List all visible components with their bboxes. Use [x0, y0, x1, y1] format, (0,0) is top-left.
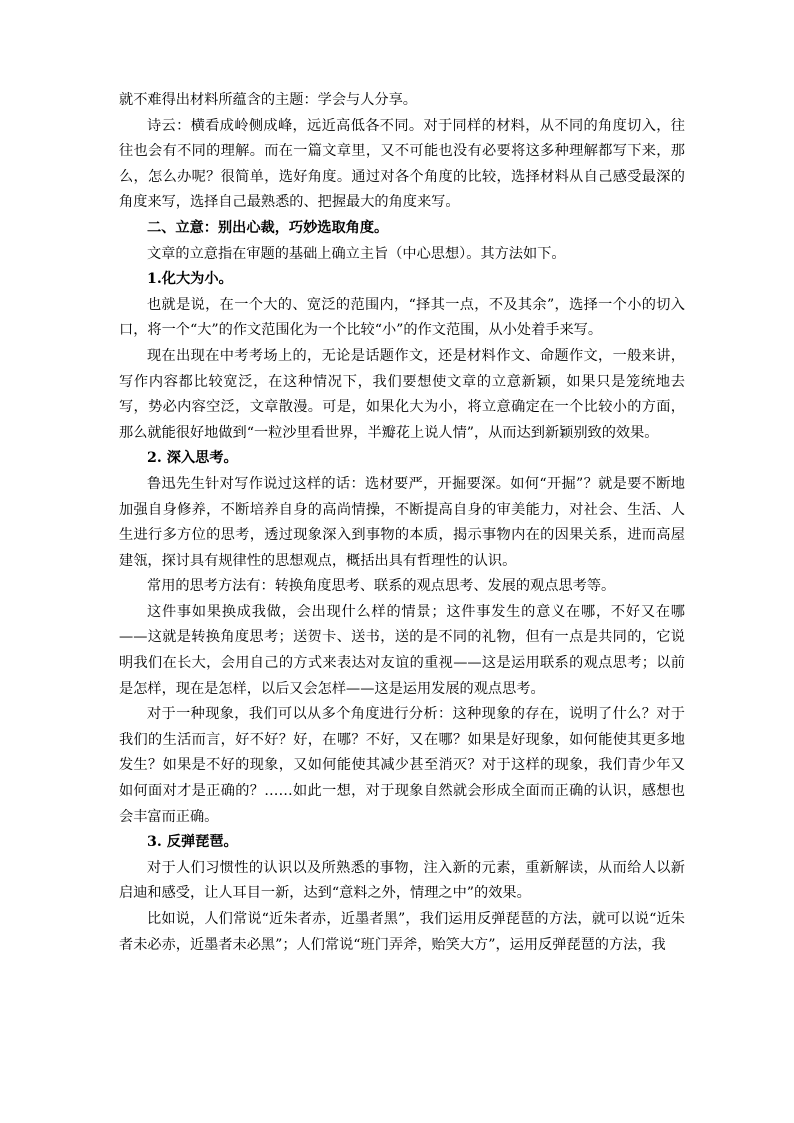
subsection-heading: 3. 反弹琵琶。: [147, 834, 238, 851]
paragraph: 常用的思考方法有：转换角度思考、联系的观点思考、发展的观点思考等。: [147, 578, 616, 595]
paragraph: 比如说，人们常说“近朱者赤，近墨者黑”，我们运用反弹琵琶的方法，就可以说“近朱者未必赤，近墨者未必黑”；人们常说“班门弄斧，贻笑大方”，运用反弹琵琶的方法，我: [119, 911, 685, 953]
section-heading: 二、立意：别出心裁，巧妙选取角度。: [147, 219, 389, 236]
paragraph-continued: 就不难得出材料所蕴含的主题：学会与人分享。: [119, 92, 417, 108]
paragraph: 对于一种现象，我们可以从多个角度进行分析：这种现象的存在，说明了什么？对于我们的生活而言，好不好？好，在哪？不好，又在哪？如果是好现象，如何能使其更多地发生？如果是不好的现象，又如何能使其减少甚至消灭？对于这样的现象，我们青少年又如何面对才是正确的？……如此一想，对于现象自然就会形成全面而正确的认识，感想也会丰富而正确。: [119, 706, 685, 825]
paragraph: 也就是说，在一个大的、宽泛的范围内，“择其一点，不及其余”，选择一个小的切入口，将一个“大”的作文范围化为一个比较“小”的作文范围，从小处着手来写。: [119, 296, 685, 339]
paragraph: 对于人们习惯性的认识以及所熟悉的事物，注入新的元素，重新解读，从而给人以新启迪和感受，让人耳目一新，达到“意料之外，情理之中”的效果。: [119, 859, 685, 902]
paragraph: 鲁迅先生针对写作说过这样的话：选材要严，开掘要深。如何“开掘”？就是要不断地加强自身修养，不断培养自身的高尚情操，不断提高自身的审美能力，对社会、生活、人生进行多方位的思考，透过现象深入到事物的本质，揭示事物内在的因果关系，进而高屋建瓴，探讨具有规律性的思想观点，概括出具有哲理性的认识。: [119, 475, 685, 569]
subsection-heading: 2. 深入思考。: [147, 450, 238, 467]
subsection-heading: 1.化大为小。: [147, 271, 233, 288]
paragraph: 现在出现在中考考场上的，无论是话题作文，还是材料作文、命题作文，一般来讲，写作内容都比较宽泛，在这种情况下，我们要想使文章的立意新颖，如果只是笼统地去写，势必内容空泛，文章散漫。可是，如果化大为小，将立意确定在一个比较小的方面，那么就能很好地做到“一粒沙里看世界，半瓣花上说人情”，从而达到新颖别致的效果。: [119, 347, 685, 441]
paragraph: 文章的立意指在审题的基础上确立主旨（中心思想）。其方法如下。: [147, 245, 566, 262]
paragraph: 诗云：横看成岭侧成峰，远近高低各不同。对于同样的材料，从不同的角度切入，往往也会有不同的理解。而在一篇文章里，又不可能也没有必要将这多种理解都写下来，那么，怎么办呢？很简单，选好角度。通过对各个角度的比较，选择材料从自己感受最深的角度来写，选择自己最熟悉的、把握最大的角度来写。: [119, 117, 685, 211]
document-body: [119, 88, 685, 958]
paragraph: 这件事如果换成我做，会出现什么样的情景；这件事发生的意义在哪，不好又在哪——这就是转换角度思考；送贺卡、送书，送的是不同的礼物，但有一点是共同的，它说明我们在长大，会用自己的方式来表达对友谊的重视——这是运用联系的观点思考；以前是怎样，现在是怎样，以后又会怎样——这是运用发展的观点思考。: [119, 603, 685, 697]
